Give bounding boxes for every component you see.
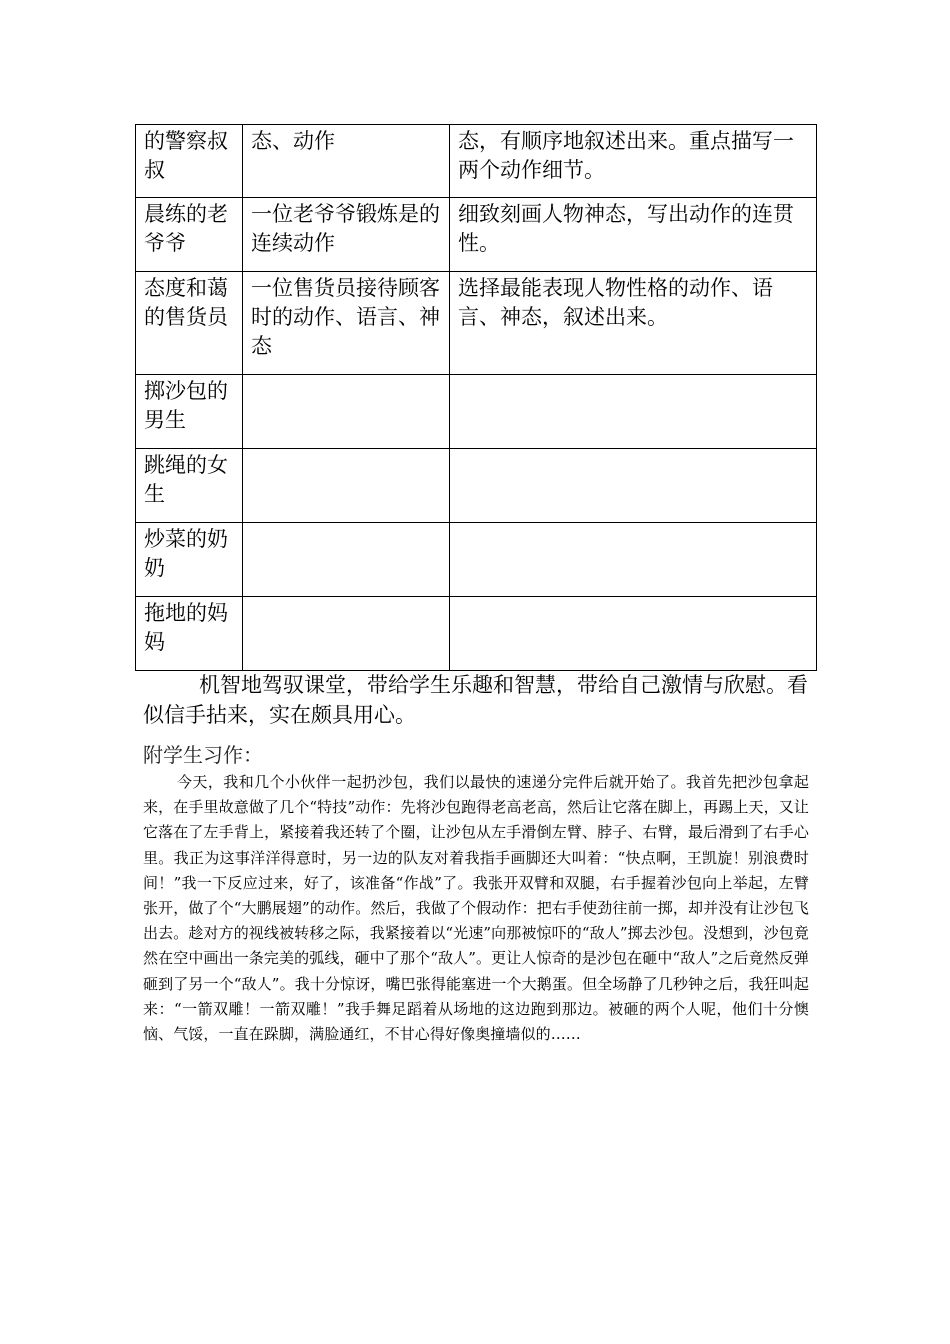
activity-table — [135, 124, 817, 671]
table-cell-requirement: 选择最能表现人物性格的动作、语言、神态，叙述出来。 — [450, 272, 817, 375]
table-cell-subject: 晨练的老爷爷 — [136, 198, 243, 272]
table-cell-subject: 跳绳的女生 — [136, 449, 243, 523]
table-row — [136, 272, 817, 375]
table-cell-requirement — [450, 449, 817, 523]
table-row — [136, 449, 817, 523]
table-cell-subject: 拖地的妈妈 — [136, 597, 243, 671]
appendix-title: 附学生习作： — [143, 743, 263, 767]
table-cell-subject: 态度和蔼的售货员 — [136, 272, 243, 375]
table-row — [136, 198, 817, 272]
table-cell-content: 一位老爷爷锻炼是的连续动作 — [243, 198, 450, 272]
table-row — [136, 523, 817, 597]
table-row — [136, 597, 817, 671]
student-essay: 今天，我和几个小伙伴一起扔沙包，我们以最快的速递分完件后就开始了。我首先把沙包拿起来，在手里故意做了几个“特技”动作：先将沙包跑得老高老高，然后让它落在脚上，再踢上天，又让它落在了左手背上，紧接着我还转了个圈，让沙包从左手滑倒左臂、脖子、右臂，最后滑到了右手心里。我正为这事洋洋得意时，另一边的队友对着我指手画脚还大叫着：“快点啊，王凯旋！别浪费时间！”我一下反应过来，好了，该准备“作战”了。我张开双臂和双腿，右手握着沙包向上举起，左臂张开，做了个“大鹏展翅”的动作。然后，我做了个假动作：把右手使劲往前一掷，却并没有让沙包飞出去。趁对方的视线被转移之际，我紧接着以“光速”向那被惊吓的“敌人”掷去沙包。没想到，沙包竟然在空中画出一条完美的弧线，砸中了那个“敌人”。更让人惊奇的是沙包在砸中“敌人”之后竟然反弹砸到了另一个“敌人”。我十分惊讶，嘴巴张得能塞进一个大鹅蛋。但全场静了几秒钟之后，我狂叫起来：“一箭双雕！一箭双雕！”我手舞足蹈着从场地的这边跑到那边。被砸的两个人呢，他们十分懊恼、气馁，一直在跺脚，满脸通红，不甘心得好像奥撞墙似的…… — [143, 773, 809, 1044]
table-cell-subject: 掷沙包的男生 — [136, 375, 243, 449]
table-cell-subject: 的警察叔叔 — [136, 125, 243, 198]
table-cell-content: 态、动作 — [243, 125, 450, 198]
table-cell-requirement: 态，有顺序地叙述出来。重点描写一两个动作细节。 — [450, 125, 817, 198]
table-cell-content — [243, 523, 450, 597]
table-cell-content — [243, 449, 450, 523]
table-row — [136, 375, 817, 449]
table-cell-content — [243, 375, 450, 449]
table-cell-requirement — [450, 523, 817, 597]
table-row — [136, 125, 817, 198]
table-cell-requirement — [450, 597, 817, 671]
closing-paragraph: 机智地驾驭课堂，带给学生乐趣和智慧，带给自己激情与欣慰。看似信手拈来，实在颇具用心。 — [143, 673, 808, 727]
table-cell-content: 一位售货员接待顾客时的动作、语言、神态 — [243, 272, 450, 375]
table-cell-requirement — [450, 375, 817, 449]
table-cell-subject: 炒菜的奶奶 — [136, 523, 243, 597]
table-cell-requirement: 细致刻画人物神态，写出动作的连贯性。 — [450, 198, 817, 272]
table-cell-content — [243, 597, 450, 671]
